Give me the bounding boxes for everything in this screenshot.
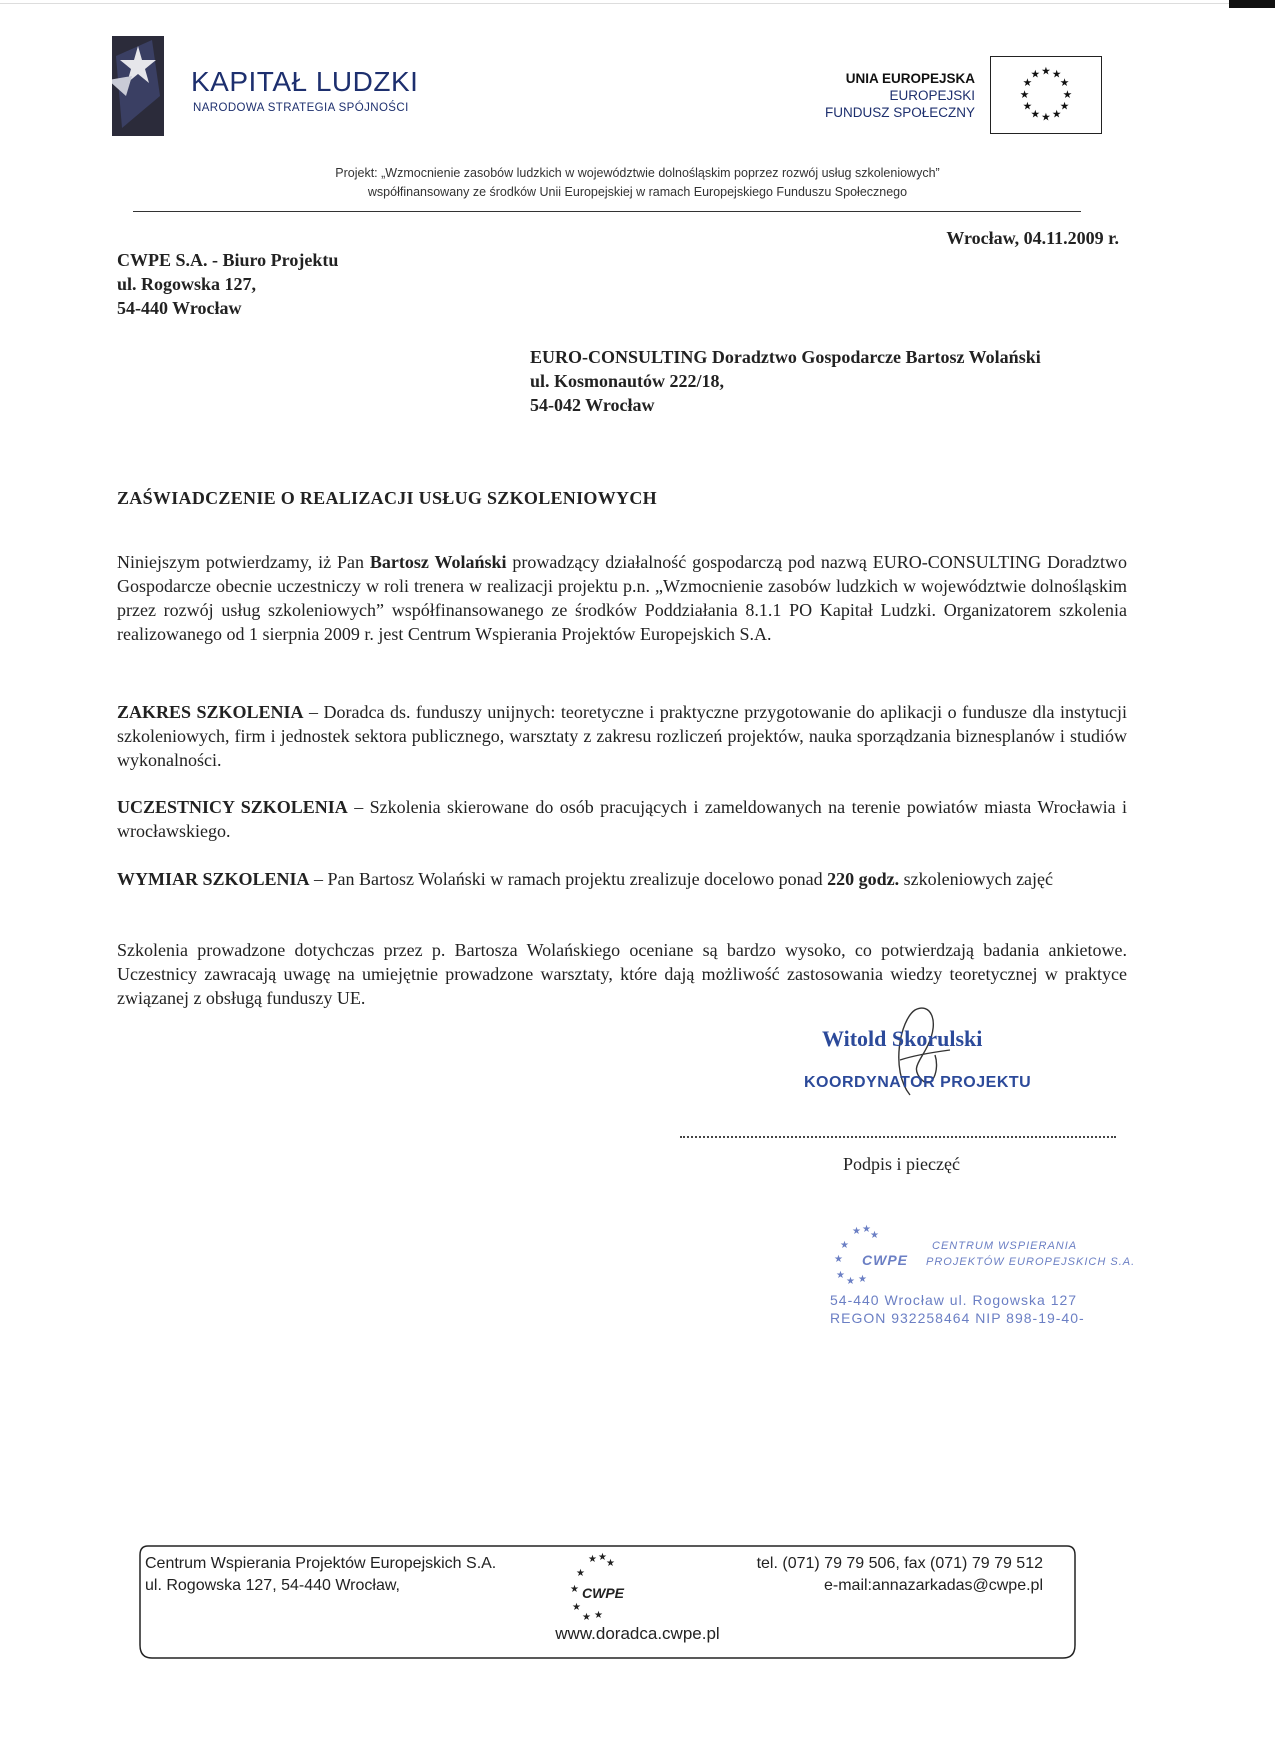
recipient-line-2: ul. Kosmonautów 222/18,	[530, 371, 725, 391]
svg-text:★: ★	[834, 1254, 843, 1265]
handwritten-signature	[880, 1000, 960, 1110]
svg-text:★: ★	[1030, 107, 1041, 121]
svg-text:★: ★	[858, 1274, 867, 1285]
duration-hours: 220 godz.	[827, 869, 900, 889]
svg-text:★: ★	[1041, 64, 1051, 78]
duration-post: szkoleniowych zajęć	[899, 869, 1054, 889]
duration-pre: – Pan Bartosz Wolański w ramach projektu zrealizuje docelowo ponad	[309, 869, 828, 889]
svg-text:★: ★	[836, 1270, 845, 1281]
svg-text:★: ★	[582, 1612, 591, 1623]
signature-caption: Podpis i pieczęć	[843, 1154, 960, 1174]
participants-label: UCZESTNICY SZKOLENIA	[117, 797, 348, 817]
document-title: ZAŚWIADCZENIE O REALIZACJI USŁUG SZKOLENIOWYCH	[117, 488, 657, 508]
scope-text: – Doradca ds. funduszy unijnych: teoretyczne i praktyczne przygotowanie do aplikacji o fundusze dla instytucji szkoleniowych, firm i jednostek sektora publicznego, warsztaty z zakresu rozliczeń projektów, nauka sporządzania biznesplanów i studiów wykonalności.	[117, 702, 1127, 770]
svg-text:★: ★	[570, 1584, 579, 1595]
signature-line	[680, 1136, 1116, 1138]
svg-text:★: ★	[1059, 76, 1070, 90]
signatory-role: KOORDYNATOR PROJEKTU	[804, 1074, 1032, 1091]
sender-line-1: CWPE S.A. - Biuro Projektu	[117, 250, 339, 270]
scan-mark	[1229, 0, 1275, 8]
recipient-address	[530, 345, 1041, 417]
svg-text:★: ★	[1019, 87, 1030, 101]
svg-text:★: ★	[1051, 107, 1062, 121]
header-divider	[133, 211, 1081, 212]
stamp-ids: REGON 932258464 NIP 898-19-40-	[830, 1310, 1085, 1326]
participants-text: – Szkolenia skierowane do osób pracujących i zameldowanych na terenie powiatów miasta Wrocławia i wrocławskiego.	[117, 797, 1127, 841]
svg-text:★: ★	[588, 1554, 597, 1565]
scope-label: ZAKRES SZKOLENIA	[117, 702, 304, 722]
footer-logo-text: CWPE	[582, 1585, 624, 1601]
cwpe-logo-icon	[560, 1550, 630, 1634]
recipient-line-1: EURO-CONSULTING Doradztwo Gospodarcze Bartosz Wolański	[530, 347, 1041, 367]
kapital-ludzki-logo-icon	[112, 36, 164, 136]
project-note	[0, 164, 1275, 202]
footer-phone: tel. (071) 79 79 506, fax (071) 79 79 512	[756, 1555, 1043, 1572]
stamp-address: 54-440 Wrocław ul. Rogowska 127	[830, 1292, 1078, 1308]
scan-edge-line	[0, 3, 1275, 4]
svg-text:★: ★	[572, 1602, 581, 1613]
svg-text:★: ★	[1030, 67, 1041, 81]
svg-text:★: ★	[1051, 67, 1062, 81]
svg-text:★: ★	[840, 1240, 849, 1251]
eu-line-3: FUNDUSZ SPOŁECZNY	[824, 105, 975, 120]
logo-subtitle: NARODOWA STRATEGIA SPÓJNOŚCI	[193, 102, 409, 114]
eu-line-1: UNIA EUROPEJSKA	[845, 71, 975, 86]
footer-company	[145, 1553, 496, 1597]
company-stamp	[830, 1222, 1136, 1352]
footer-left-line-2: ul. Rogowska 127, 54-440 Wrocław,	[145, 1577, 400, 1594]
duration-label: WYMIAR SZKOLENIA	[117, 869, 310, 889]
paragraph-scope	[117, 700, 1127, 772]
intro-post: prowadzący działalność gospodarczą pod nazwą EURO-CONSULTING Doradztwo Gospodarcze obecnie uczestniczy w roli trenera w realizacji projektu p.n. „Wzmocnienie zasobów ludzkich w województwie dolnośląskim przez rozwój usług szkoleniowych” współfinansowanego ze środków Poddziałania 8.1.1 PO Kapitał Ludzki. Organizatorem szkolenia realizowanego od 1 sierpnia 2009 r. jest Centrum Wspierania Projektów Europejskich S.A.	[117, 552, 1127, 644]
sender-address	[117, 248, 338, 320]
svg-text:★: ★	[870, 1230, 879, 1241]
svg-text:★: ★	[1062, 87, 1073, 101]
stamp-name-line-1: CENTRUM WSPIERANIA	[932, 1240, 1078, 1252]
stamp-name-line-2: PROJEKTÓW EUROPEJSKICH S.A.	[926, 1256, 1136, 1268]
project-line-1: Projekt: „Wzmocnienie zasobów ludzkich w województwie dolnośląskim poprzez rozwój usług szkoleniowych”	[335, 166, 940, 180]
project-line-2: współfinansowany ze środków Unii Europejskiej w ramach Europejskiego Funduszu Społecznego	[367, 185, 908, 199]
letter-date: Wrocław, 04.11.2009 r.	[946, 228, 1119, 248]
svg-text:★: ★	[606, 1558, 615, 1569]
footer-left-line-1: Centrum Wspierania Projektów Europejskich S.A.	[145, 1555, 497, 1572]
paragraph-evaluation: Szkolenia prowadzone dotychczas przez p. Bartosza Wolańskiego oceniane są bardzo wysoko, co potwierdzają badania ankietowe. Uczestnicy zawracają uwagę na umiejętnie prowadzone warsztaty, które dają możliwość zastosowania wiedzy teoretycznej w praktyce związanej z obsługą funduszy UE.	[117, 940, 1127, 1008]
paragraph-participants	[117, 795, 1127, 843]
paragraph-intro	[117, 550, 1127, 646]
signatory-name: Witold Skorulski	[822, 1026, 983, 1051]
svg-text:★: ★	[598, 1552, 607, 1563]
stamp-brand: CWPE	[862, 1252, 908, 1268]
svg-text:★: ★	[576, 1568, 585, 1579]
sender-line-3: 54-440 Wrocław	[117, 298, 242, 318]
svg-text:★: ★	[846, 1276, 855, 1287]
sender-line-2: ul. Rogowska 127,	[117, 274, 257, 294]
trainer-name: Bartosz Wolański	[369, 552, 507, 572]
svg-text:★: ★	[1022, 76, 1033, 90]
footer-email: e-mail:annazarkadas@cwpe.pl	[823, 1577, 1043, 1594]
footer-website: www.doradca.cwpe.pl	[555, 1624, 720, 1643]
svg-text:★: ★	[1041, 110, 1051, 124]
paragraph-duration	[117, 867, 1127, 891]
svg-text:★: ★	[862, 1224, 871, 1235]
svg-text:★: ★	[1059, 99, 1070, 113]
eu-line-2: EUROPEJSKI	[889, 88, 975, 103]
svg-text:★: ★	[1022, 99, 1033, 113]
intro-pre: Niniejszym potwierdzamy, iż Pan	[117, 552, 370, 572]
svg-text:★: ★	[594, 1610, 603, 1621]
svg-text:★: ★	[852, 1226, 861, 1237]
footer-contact	[757, 1553, 1043, 1597]
eu-flag-icon	[990, 56, 1102, 134]
logo-title: KAPITAŁ LUDZKI	[191, 66, 419, 97]
eu-label	[825, 70, 975, 121]
recipient-line-3: 54-042 Wrocław	[530, 395, 655, 415]
